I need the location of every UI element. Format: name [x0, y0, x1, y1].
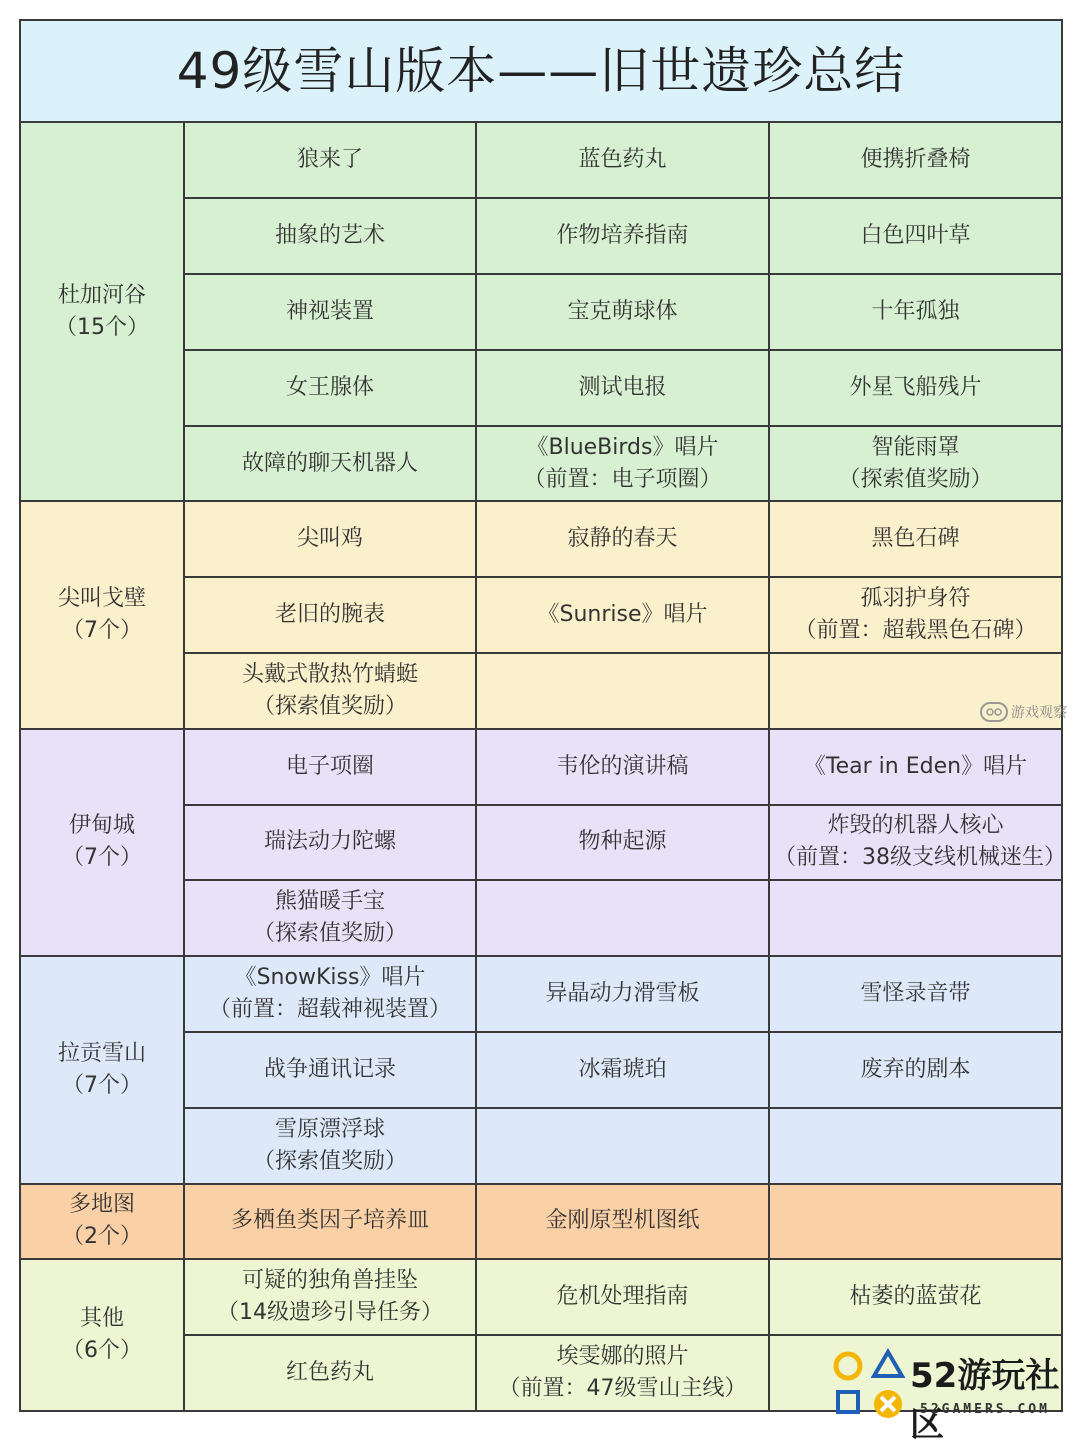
- relic-cell: [769, 1032, 1062, 1108]
- relic-summary-table: [19, 19, 1066, 1412]
- relic-cell: [184, 956, 476, 1032]
- relic-cell: [184, 880, 476, 956]
- relic-cell: [769, 805, 1066, 881]
- relic-cell: [184, 1184, 476, 1260]
- relic-name: 孤羽护身符: [860, 586, 971, 612]
- relic-name: 危机处理指南: [556, 1284, 689, 1310]
- relic-name: 黑色石碑: [871, 526, 960, 552]
- relic-cell: [769, 1108, 1062, 1184]
- relic-name: 《BlueBirds》唱片: [526, 434, 719, 460]
- relic-name: 熊猫暖手宝: [274, 889, 385, 915]
- relic-name: 韦伦的演讲稿: [556, 753, 689, 779]
- relic-cell: [769, 350, 1062, 426]
- relic-note: （前置：超载神视装置）: [208, 997, 451, 1023]
- relic-name: 便携折叠椅: [860, 147, 971, 173]
- region-name: 伊甸城: [68, 813, 135, 839]
- relic-cell: [769, 198, 1062, 274]
- relic-name: 多栖鱼类因子培养皿: [230, 1208, 429, 1234]
- relic-cell: [184, 426, 476, 502]
- region-cell: [20, 956, 184, 1183]
- relic-name: 物种起源: [578, 829, 667, 855]
- relic-cell: [184, 350, 476, 426]
- relic-name: 冰霜琥珀: [578, 1056, 667, 1082]
- relic-name: 炸毁的机器人核心: [827, 813, 1004, 839]
- relic-cell: [184, 501, 476, 577]
- page-title: 49级雪山版本——旧世遗珍总结: [20, 20, 1062, 122]
- relic-cell: [476, 198, 769, 274]
- table-row: [20, 1259, 1062, 1335]
- relic-cell: [184, 1108, 476, 1184]
- relic-name: 《SnowKiss》唱片: [234, 965, 426, 991]
- relic-name: 枯萎的蓝萤花: [849, 1284, 982, 1310]
- relic-name: 老旧的腕表: [274, 602, 385, 628]
- relic-name: 废弃的剧本: [860, 1056, 971, 1082]
- region-count: （7个）: [62, 845, 142, 871]
- relic-cell: [476, 956, 769, 1032]
- relic-name: 红色药丸: [285, 1360, 374, 1386]
- relic-cell: [184, 805, 476, 881]
- region-count: （7个）: [62, 618, 142, 644]
- relic-name: 蓝色药丸: [578, 147, 667, 173]
- table-row: [20, 956, 1062, 1032]
- relic-name: 故障的聊天机器人: [241, 450, 418, 476]
- relic-cell: [476, 1108, 769, 1184]
- relic-name: 雪怪录音带: [860, 981, 971, 1007]
- region-name: 尖叫戈壁: [57, 586, 146, 612]
- relic-cell: [184, 577, 476, 653]
- relic-cell: [184, 274, 476, 350]
- relic-cell: [184, 653, 476, 729]
- relic-cell: [476, 426, 769, 502]
- relic-cell: [769, 501, 1062, 577]
- eye-icon: [980, 702, 1008, 722]
- relic-cell: [476, 653, 769, 729]
- relic-cell: [184, 122, 476, 198]
- relic-cell: [184, 1259, 476, 1335]
- relic-cell: [769, 1184, 1062, 1260]
- relic-name: 头戴式散热竹蜻蜓: [241, 661, 418, 687]
- region-name: 多地图: [68, 1192, 135, 1218]
- region-cell: [20, 729, 184, 956]
- relic-cell: [184, 1335, 476, 1411]
- relic-name: 外星飞船残片: [849, 374, 982, 400]
- relic-name: 作物培养指南: [556, 223, 689, 249]
- relic-cell: [769, 729, 1062, 805]
- relic-name: 可疑的独角兽挂坠: [241, 1268, 418, 1294]
- relic-note: （探索值奖励）: [252, 921, 407, 947]
- region-cell: [20, 501, 184, 728]
- relic-cell: [184, 198, 476, 274]
- relic-name: 寂静的春天: [567, 526, 678, 552]
- relic-cell: [769, 577, 1062, 653]
- relic-cell: [476, 122, 769, 198]
- relic-cell: [769, 274, 1062, 350]
- relic-name: 白色四叶草: [860, 223, 971, 249]
- relic-cell: [769, 1259, 1062, 1335]
- site-watermark: [832, 1348, 1078, 1445]
- region-count: （2个）: [62, 1224, 142, 1250]
- region-name: 杜加河谷: [57, 282, 146, 308]
- region-name: 其他: [79, 1306, 124, 1332]
- relic-cell: [184, 1032, 476, 1108]
- table-row: [20, 501, 1062, 577]
- relic-note: （前置：电子项圈）: [523, 466, 722, 492]
- relic-name: 异晶动力滑雪板: [545, 981, 700, 1007]
- site-watermark-domain: 52GAMERS.COM: [920, 1402, 1050, 1417]
- region-cell: [20, 1184, 184, 1260]
- relic-cell: [476, 1184, 769, 1260]
- relic-name: 雪原漂浮球: [274, 1116, 385, 1142]
- relic-name: 测试电报: [578, 374, 667, 400]
- table-row: [20, 729, 1062, 805]
- table-row: [20, 122, 1062, 198]
- relic-cell: [476, 577, 769, 653]
- relic-cell: [184, 729, 476, 805]
- relic-note: （前置：38级支线机械迷生）: [774, 845, 1066, 871]
- region-count: （15个）: [55, 314, 149, 340]
- relic-cell: [476, 501, 769, 577]
- relic-name: 电子项圈: [285, 753, 374, 779]
- relic-name: 金刚原型机图纸: [545, 1208, 700, 1234]
- relic-note: （前置：47级雪山主线）: [498, 1376, 747, 1402]
- relic-cell: [476, 805, 769, 881]
- relic-name: 战争通讯记录: [263, 1056, 396, 1082]
- region-name: 拉贡雪山: [57, 1040, 146, 1066]
- relic-name: 十年孤独: [871, 298, 960, 324]
- relic-note: （探索值奖励）: [252, 693, 407, 719]
- youxi-watermark: [980, 697, 1080, 727]
- relic-name: 《Sunrise》唱片: [537, 602, 708, 628]
- relic-cell: [476, 1259, 769, 1335]
- relic-cell: [769, 880, 1062, 956]
- relic-cell: [476, 1335, 769, 1411]
- relic-cell: [476, 729, 769, 805]
- relic-name: 神视装置: [285, 298, 374, 324]
- relic-name: 抽象的艺术: [274, 223, 385, 249]
- youxi-watermark-text: 游戏观察: [1011, 705, 1067, 721]
- region-cell: [20, 122, 184, 501]
- relic-cell: [476, 350, 769, 426]
- relic-note: （探索值奖励）: [838, 466, 993, 492]
- game-controller-symbols-icon: [832, 1348, 912, 1424]
- relic-name: 狼来了: [296, 147, 363, 173]
- region-count: （7个）: [62, 1072, 142, 1098]
- relic-cell: [476, 274, 769, 350]
- relic-cell: [769, 122, 1062, 198]
- region-cell: [20, 1259, 184, 1411]
- relic-note: （14级遗珍引导任务）: [217, 1300, 443, 1326]
- relic-name: 宝克萌球体: [567, 298, 678, 324]
- relic-name: 智能雨罩: [871, 434, 960, 460]
- relic-note: （前置：超载黑色石碑）: [794, 618, 1037, 644]
- site-watermark-text: 52游玩社区: [910, 1356, 1060, 1445]
- table-row: [20, 1184, 1062, 1260]
- relic-name: 埃雯娜的照片: [556, 1344, 689, 1370]
- relic-name: 女王腺体: [285, 374, 374, 400]
- relic-note: （探索值奖励）: [252, 1148, 407, 1174]
- relic-name: 瑞法动力陀螺: [263, 829, 396, 855]
- relic-cell: [476, 880, 769, 956]
- relic-cell: [769, 426, 1062, 502]
- region-count: （6个）: [62, 1338, 142, 1364]
- relic-name: 尖叫鸡: [296, 526, 363, 552]
- relic-name: 《Tear in Eden》唱片: [803, 753, 1028, 779]
- relic-cell: [476, 1032, 769, 1108]
- relic-cell: [769, 956, 1062, 1032]
